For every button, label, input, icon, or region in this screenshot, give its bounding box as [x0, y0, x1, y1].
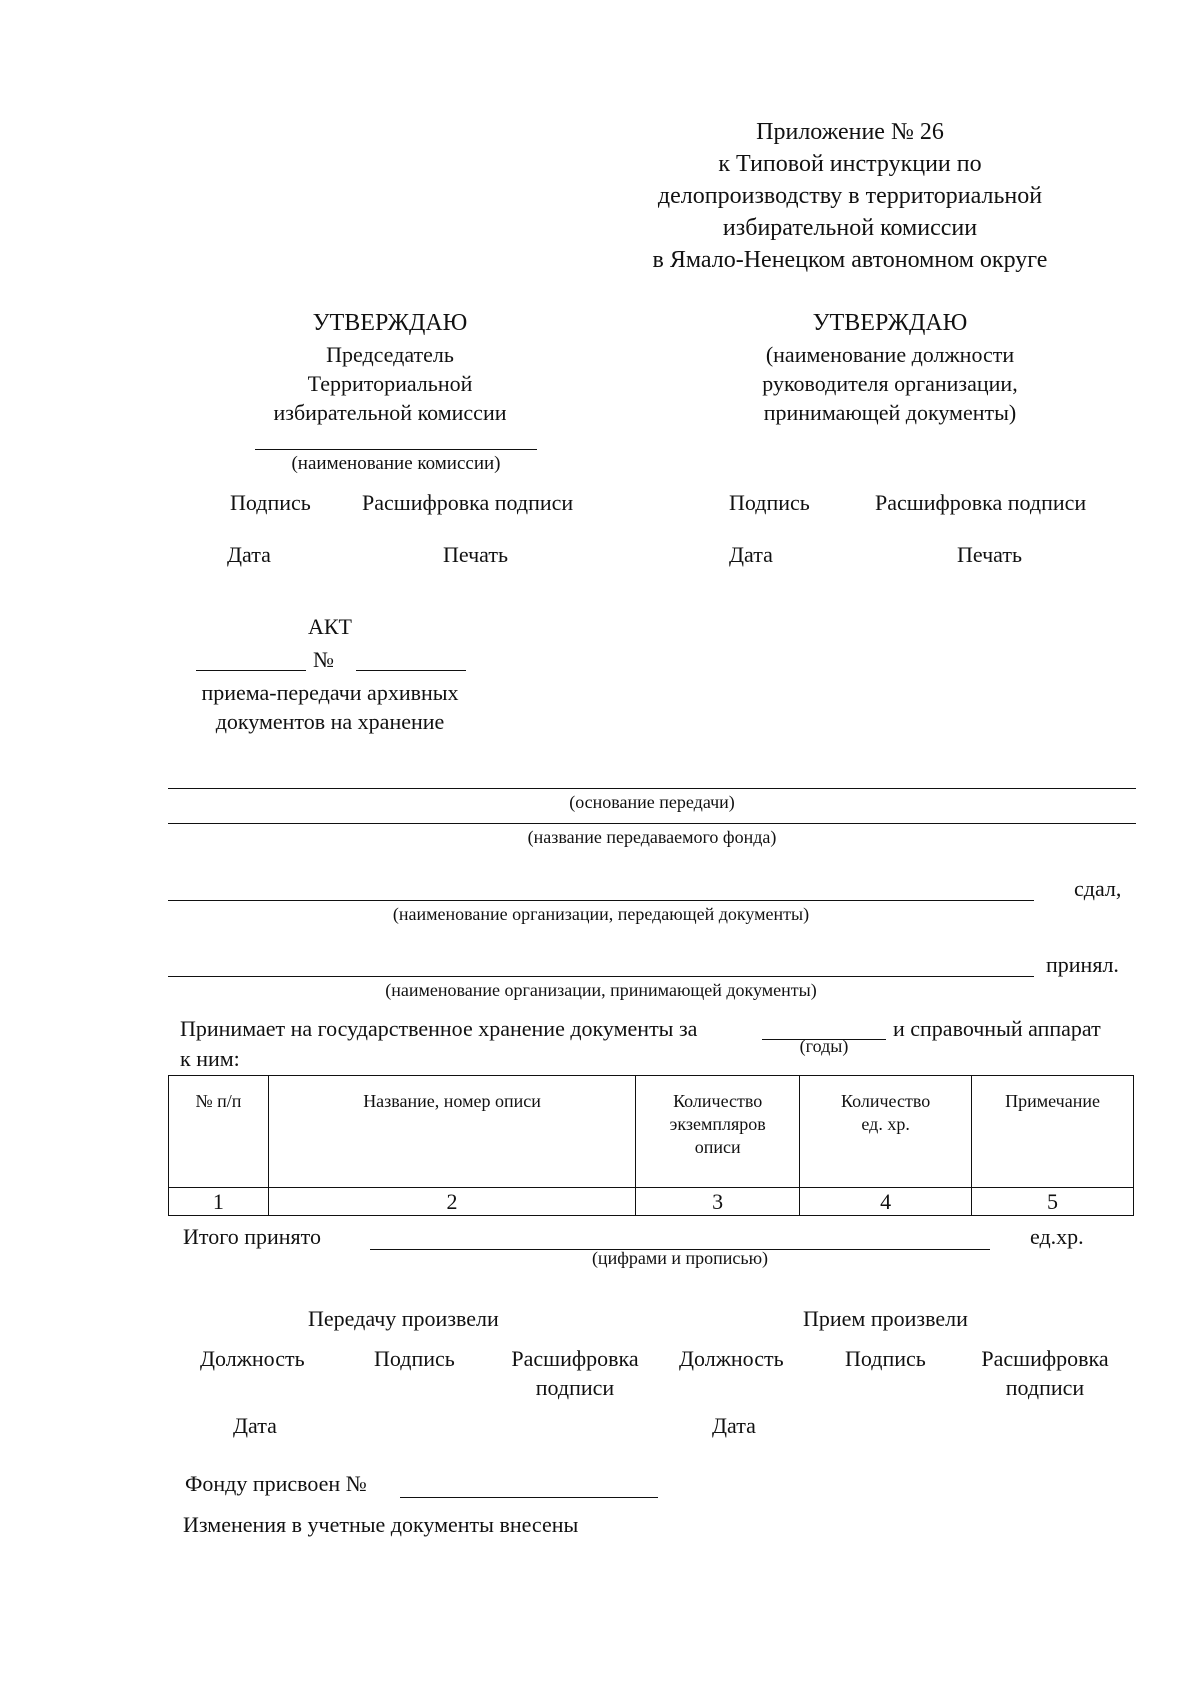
table-number-row	[169, 1188, 1134, 1216]
col-number-3: 3	[636, 1188, 800, 1216]
basis-line[interactable]	[168, 788, 1136, 789]
approve-left-heading: УТВЕРЖДАЮ	[312, 310, 468, 336]
statement-after: и справочный аппарат	[893, 1016, 1101, 1041]
commission-name-hint: (наименование комиссии)	[291, 453, 501, 474]
col-number-5: 5	[972, 1188, 1134, 1216]
commission-name-line[interactable]	[255, 449, 537, 450]
reception-heading: Прием произвели	[803, 1306, 968, 1331]
total-unit: ед.хр.	[1030, 1224, 1084, 1249]
gave-org-line[interactable]	[168, 900, 1034, 901]
approve-right-decoding: Расшифровка подписи	[875, 490, 1087, 515]
appendix-line-4: избирательной комиссии	[722, 215, 978, 241]
approve-left-line-3: избирательной комиссии	[273, 400, 507, 425]
basis-hint: (основание передачи)	[569, 792, 735, 812]
approve-right-date: Дата	[729, 542, 773, 567]
col-header-note: Примечание	[972, 1076, 1134, 1188]
fund-line[interactable]	[168, 823, 1136, 824]
gave-hint: (наименование организации, передающей документы)	[392, 904, 810, 924]
approve-left-decoding: Расшифровка подписи	[362, 490, 574, 515]
fund-hint: (название передаваемого фонда)	[527, 827, 777, 847]
approve-left-signature: Подпись	[230, 490, 311, 515]
transfer-decoding	[500, 1344, 650, 1402]
act-number-line[interactable]	[356, 670, 466, 671]
reception-decoding-line-1: Расшифровка	[981, 1346, 1109, 1371]
statement-line-2: к ним:	[180, 1046, 240, 1071]
act-subtitle-line-1: приема-передачи архивных	[201, 680, 459, 705]
transfer-position: Должность	[200, 1346, 305, 1371]
changes-made-label: Изменения в учетные документы внесены	[183, 1512, 579, 1537]
total-hint: (цифрами и прописью)	[591, 1248, 769, 1268]
col-number-4: 4	[800, 1188, 972, 1216]
years-hint: (годы)	[799, 1036, 849, 1056]
col-number-1: 1	[169, 1188, 269, 1216]
appendix-line-2: к Типовой инструкции по	[718, 151, 982, 177]
table-header-row	[169, 1076, 1134, 1188]
act-title: АКТ	[308, 614, 352, 639]
col-header-storage-units: Количество ед. хр.	[800, 1076, 972, 1188]
approve-right-line-1: (наименование должности	[765, 342, 1015, 367]
transfer-date: Дата	[233, 1413, 277, 1438]
approve-left-seal: Печать	[443, 542, 509, 567]
appendix-line-3: делопроизводству в территориальной	[657, 183, 1043, 209]
appendix-block	[600, 116, 1100, 276]
col-header-inventory-name: Название, номер описи	[268, 1076, 635, 1188]
transfer-heading: Передачу произвели	[308, 1306, 499, 1331]
approve-right-line-2: руководителя организации,	[762, 371, 1018, 396]
appendix-line-5: в Ямало-Ненецком автономном округе	[652, 247, 1048, 273]
transfer-decoding-line-1: Расшифровка	[511, 1346, 639, 1371]
statement-before: Принимает на государственное хранение документы за	[180, 1016, 698, 1041]
approve-right-heading: УТВЕРЖДАЮ	[812, 310, 968, 336]
col-header-copies: Количество экземпляров описи	[636, 1076, 800, 1188]
approve-left-block	[200, 306, 580, 427]
received-hint: (наименование организации, принимающей документы)	[385, 980, 817, 1000]
act-number-sign: №	[313, 647, 334, 672]
col-header-number: № п/п	[169, 1076, 269, 1188]
received-org-line[interactable]	[168, 976, 1034, 977]
reception-decoding	[970, 1344, 1120, 1402]
approve-right-line-3: принимающей документы)	[763, 400, 1017, 425]
appendix-line-1: Приложение № 26	[756, 119, 944, 145]
act-subtitle	[170, 678, 490, 736]
gave-label: сдал,	[1074, 876, 1122, 901]
approve-left-line-1: Председатель	[326, 342, 454, 367]
approve-left-date: Дата	[227, 542, 271, 567]
act-subtitle-line-2: документов на хранение	[215, 709, 445, 734]
approve-left-line-2: Территориальной	[307, 371, 473, 396]
reception-signature: Подпись	[845, 1346, 926, 1371]
fund-assigned-label: Фонду присвоен №	[185, 1471, 367, 1496]
col-number-2: 2	[268, 1188, 635, 1216]
fund-number-line[interactable]	[400, 1497, 658, 1498]
reception-position: Должность	[679, 1346, 784, 1371]
approve-right-seal: Печать	[957, 542, 1023, 567]
transfer-signature: Подпись	[374, 1346, 455, 1371]
reception-decoding-line-2: подписи	[1005, 1375, 1085, 1400]
approve-right-block	[700, 306, 1080, 427]
total-label: Итого принято	[183, 1224, 321, 1249]
transfer-decoding-line-2: подписи	[535, 1375, 615, 1400]
reception-date: Дата	[712, 1413, 756, 1438]
inventory-table	[168, 1075, 1134, 1216]
act-date-line[interactable]	[196, 670, 306, 671]
approve-right-signature: Подпись	[729, 490, 810, 515]
received-label: принял.	[1046, 952, 1119, 977]
